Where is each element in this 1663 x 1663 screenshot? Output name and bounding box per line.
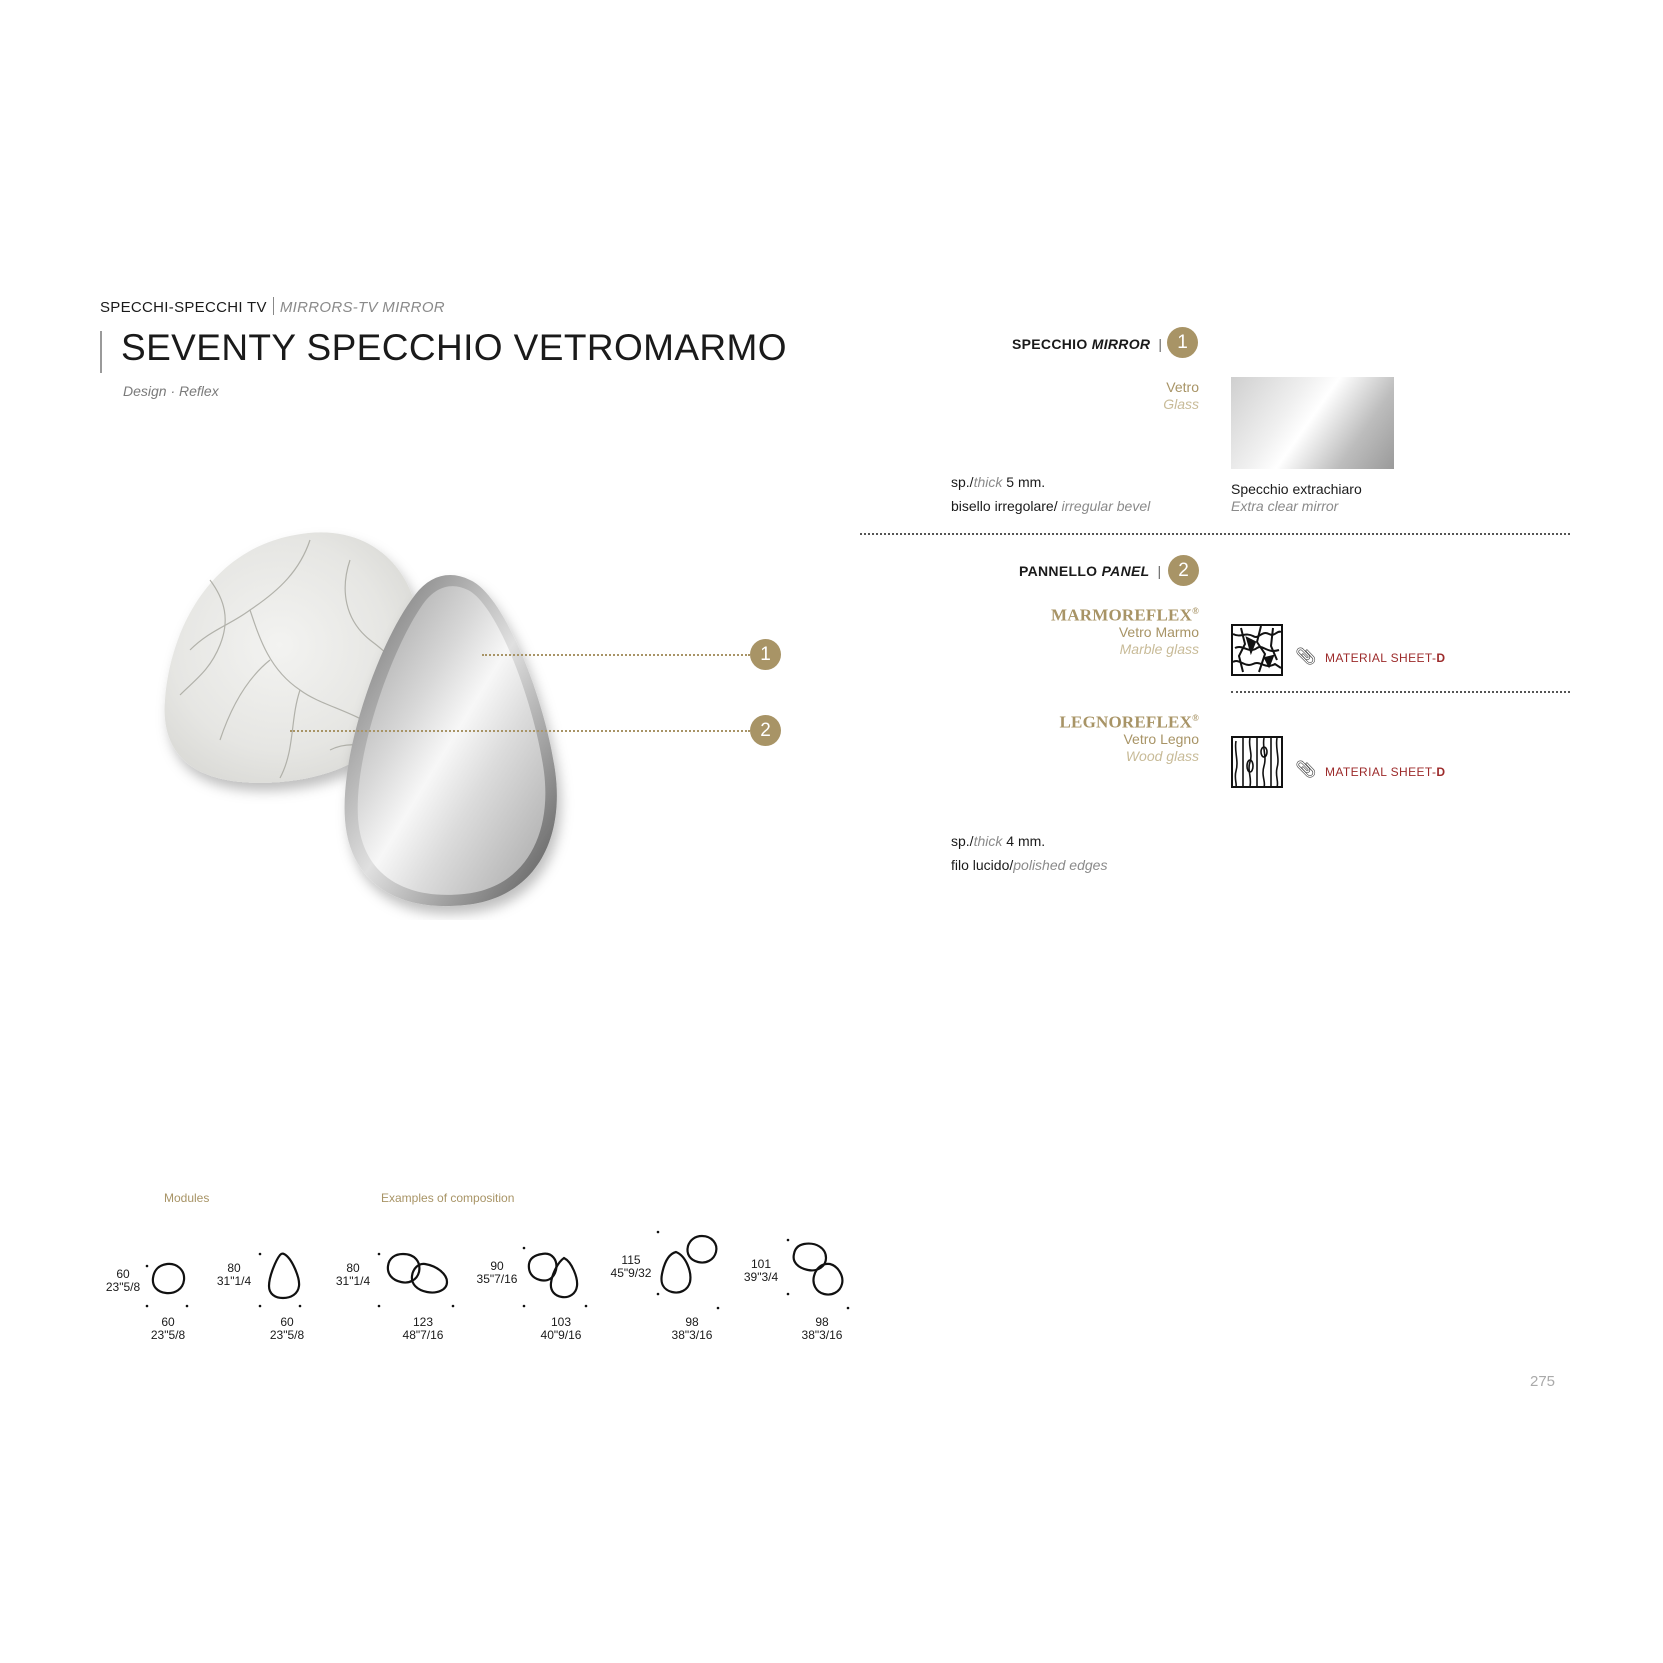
module-1-width bbox=[145, 1316, 191, 1342]
module-2-width-in: 23"5/8 bbox=[269, 1328, 305, 1342]
wood-sheet-code: D bbox=[1436, 765, 1446, 779]
product-image bbox=[150, 520, 620, 920]
breadcrumb-category-en: MIRRORS-TV MIRROR bbox=[279, 299, 445, 316]
page-title: SEVENTY SPECCHIO VETROMARMO bbox=[121, 327, 787, 368]
title-accent-bar bbox=[100, 331, 102, 373]
callout-line-2 bbox=[290, 730, 750, 732]
composition-2-height-cm: 90 bbox=[490, 1259, 504, 1273]
panel-edge-it: filo lucido/ bbox=[951, 857, 1014, 873]
module-1-height-cm: 60 bbox=[116, 1267, 130, 1281]
mirror-thick-en: thick bbox=[973, 474, 1003, 490]
legnoreflex-name: LEGNOREFLEX bbox=[1059, 712, 1193, 732]
marble-sheet-code: D bbox=[1436, 651, 1446, 665]
panel-notes bbox=[951, 829, 1107, 877]
composition-3-height-in: 45"9/32 bbox=[610, 1266, 652, 1280]
composition-2-height bbox=[474, 1260, 520, 1286]
callout-badge-2: 2 bbox=[750, 715, 781, 746]
composition-3-height-cm: 115 bbox=[621, 1253, 641, 1267]
mirror-notes bbox=[951, 470, 1150, 518]
panel-section-heading bbox=[1019, 563, 1169, 579]
panel-thickness bbox=[951, 829, 1107, 853]
panel-divider bbox=[1231, 691, 1570, 693]
wood-material-sheet-link[interactable] bbox=[1325, 765, 1445, 779]
composition-1-width-cm: 123 bbox=[412, 1315, 434, 1329]
module-2-shape bbox=[256, 1248, 306, 1310]
marmoreflex-logo bbox=[1000, 603, 1199, 624]
mirror-section-heading bbox=[1012, 336, 1170, 352]
modules-caption: Modules bbox=[164, 1191, 210, 1205]
section-divider bbox=[860, 533, 1570, 535]
mirror-bevel-note bbox=[951, 494, 1150, 518]
legnoreflex-mark: ® bbox=[1192, 713, 1199, 723]
breadcrumb-separator bbox=[273, 297, 274, 315]
examples-caption: Examples of composition bbox=[381, 1191, 515, 1205]
callout-line-1 bbox=[482, 654, 750, 656]
panel-heading-pipe: | bbox=[1157, 563, 1162, 579]
module-2-width bbox=[264, 1316, 310, 1342]
mirror-material bbox=[1050, 379, 1199, 413]
mirror-swatch bbox=[1231, 377, 1394, 469]
breadcrumb bbox=[100, 297, 445, 316]
paperclip-icon[interactable]: 📎︎ bbox=[1295, 760, 1317, 779]
breadcrumb-category-it: SPECCHI-SPECCHI TV bbox=[100, 299, 267, 316]
mirror-bevel-it: bisello irregolare/ bbox=[951, 498, 1058, 514]
composition-1-width bbox=[400, 1316, 446, 1342]
legnoreflex-logo bbox=[1000, 710, 1199, 731]
mirror-swatch-label-it: Specchio extrachiaro bbox=[1231, 481, 1362, 497]
callout-badge-1: 1 bbox=[750, 639, 781, 670]
marble-sheet-label: MATERIAL SHEET- bbox=[1325, 651, 1437, 665]
module-2-height-cm: 80 bbox=[227, 1261, 241, 1275]
mirror-swatch-label bbox=[1231, 481, 1362, 515]
module-2-width-cm: 60 bbox=[280, 1315, 294, 1329]
mirror-material-it: Vetro bbox=[1166, 379, 1199, 395]
mirror-heading-pipe: | bbox=[1158, 336, 1163, 352]
wood-name-en: Wood glass bbox=[1125, 747, 1199, 764]
composition-4-height bbox=[738, 1258, 784, 1284]
marmoreflex-name: MARMOREFLEX bbox=[1051, 605, 1193, 625]
composition-2-height-in: 35"7/16 bbox=[476, 1272, 518, 1286]
module-1-width-cm: 60 bbox=[161, 1315, 175, 1329]
panel-heading-en: PANEL bbox=[1101, 563, 1150, 579]
wood-info bbox=[1000, 710, 1199, 765]
mirror-swatch-label-en: Extra clear mirror bbox=[1231, 498, 1339, 514]
mirror-heading-it: SPECCHIO bbox=[1012, 336, 1088, 352]
panel-thick-it: sp./ bbox=[951, 833, 974, 849]
marble-material-sheet-link[interactable] bbox=[1325, 651, 1445, 665]
composition-1-width-in: 48"7/16 bbox=[402, 1328, 444, 1342]
mirror-thick-it: sp./ bbox=[951, 474, 974, 490]
wood-sheet-label: MATERIAL SHEET- bbox=[1325, 765, 1437, 779]
module-1-height bbox=[103, 1268, 143, 1294]
mirror-material-en: Glass bbox=[1163, 396, 1199, 412]
composition-3-width-cm: 98 bbox=[685, 1315, 699, 1329]
panel-edge-en: polished edges bbox=[1013, 857, 1108, 873]
composition-4-width bbox=[799, 1316, 845, 1342]
marble-info bbox=[1000, 603, 1199, 658]
composition-2-width-cm: 103 bbox=[550, 1315, 572, 1329]
module-1-height-in: 23"5/8 bbox=[105, 1280, 141, 1294]
paperclip-icon[interactable]: 📎︎ bbox=[1295, 647, 1317, 666]
composition-2-width-in: 40"9/16 bbox=[540, 1328, 582, 1342]
composition-3-width-in: 38"3/16 bbox=[671, 1328, 713, 1342]
wood-pattern-icon bbox=[1231, 736, 1283, 788]
wood-name-it: Vetro Legno bbox=[1123, 730, 1199, 747]
mirror-heading-en: MIRROR bbox=[1091, 336, 1151, 352]
marmoreflex-mark: ® bbox=[1192, 606, 1199, 616]
composition-3-shape bbox=[654, 1228, 726, 1312]
module-2-height-in: 31"1/4 bbox=[216, 1274, 252, 1288]
marble-name-en: Marble glass bbox=[1119, 640, 1199, 657]
composition-4-height-in: 39"3/4 bbox=[743, 1270, 779, 1284]
module-2-height bbox=[214, 1262, 254, 1288]
mirror-thickness bbox=[951, 470, 1150, 494]
composition-1-height-cm: 80 bbox=[346, 1261, 360, 1275]
marble-pattern-icon bbox=[1231, 624, 1283, 676]
mirror-badge: 1 bbox=[1167, 327, 1198, 358]
mirror-thick-value: 5 mm. bbox=[1006, 474, 1046, 490]
panel-badge: 2 bbox=[1168, 555, 1199, 586]
module-1-shape bbox=[143, 1250, 193, 1310]
marble-name-it: Vetro Marmo bbox=[1118, 623, 1199, 640]
panel-heading-it: PANNELLO bbox=[1019, 563, 1098, 579]
composition-2-width bbox=[538, 1316, 584, 1342]
composition-4-height-cm: 101 bbox=[750, 1257, 772, 1271]
composition-4-shape bbox=[784, 1236, 856, 1312]
composition-1-shape bbox=[375, 1246, 460, 1310]
designer-credit: Design · Reflex bbox=[123, 383, 219, 399]
mirror-bevel-en: irregular bevel bbox=[1061, 498, 1151, 514]
panel-thick-value: 4 mm. bbox=[1006, 833, 1046, 849]
composition-1-height-in: 31"1/4 bbox=[335, 1274, 371, 1288]
panel-thick-en: thick bbox=[973, 833, 1003, 849]
composition-2-shape bbox=[520, 1244, 592, 1312]
composition-1-height bbox=[333, 1262, 373, 1288]
page-number: 275 bbox=[1530, 1373, 1556, 1390]
module-1-width-in: 23"5/8 bbox=[150, 1328, 186, 1342]
composition-4-width-in: 38"3/16 bbox=[801, 1328, 843, 1342]
composition-3-height bbox=[608, 1254, 654, 1280]
composition-3-width bbox=[669, 1316, 715, 1342]
composition-4-width-cm: 98 bbox=[815, 1315, 829, 1329]
panel-edge-note bbox=[951, 853, 1107, 877]
